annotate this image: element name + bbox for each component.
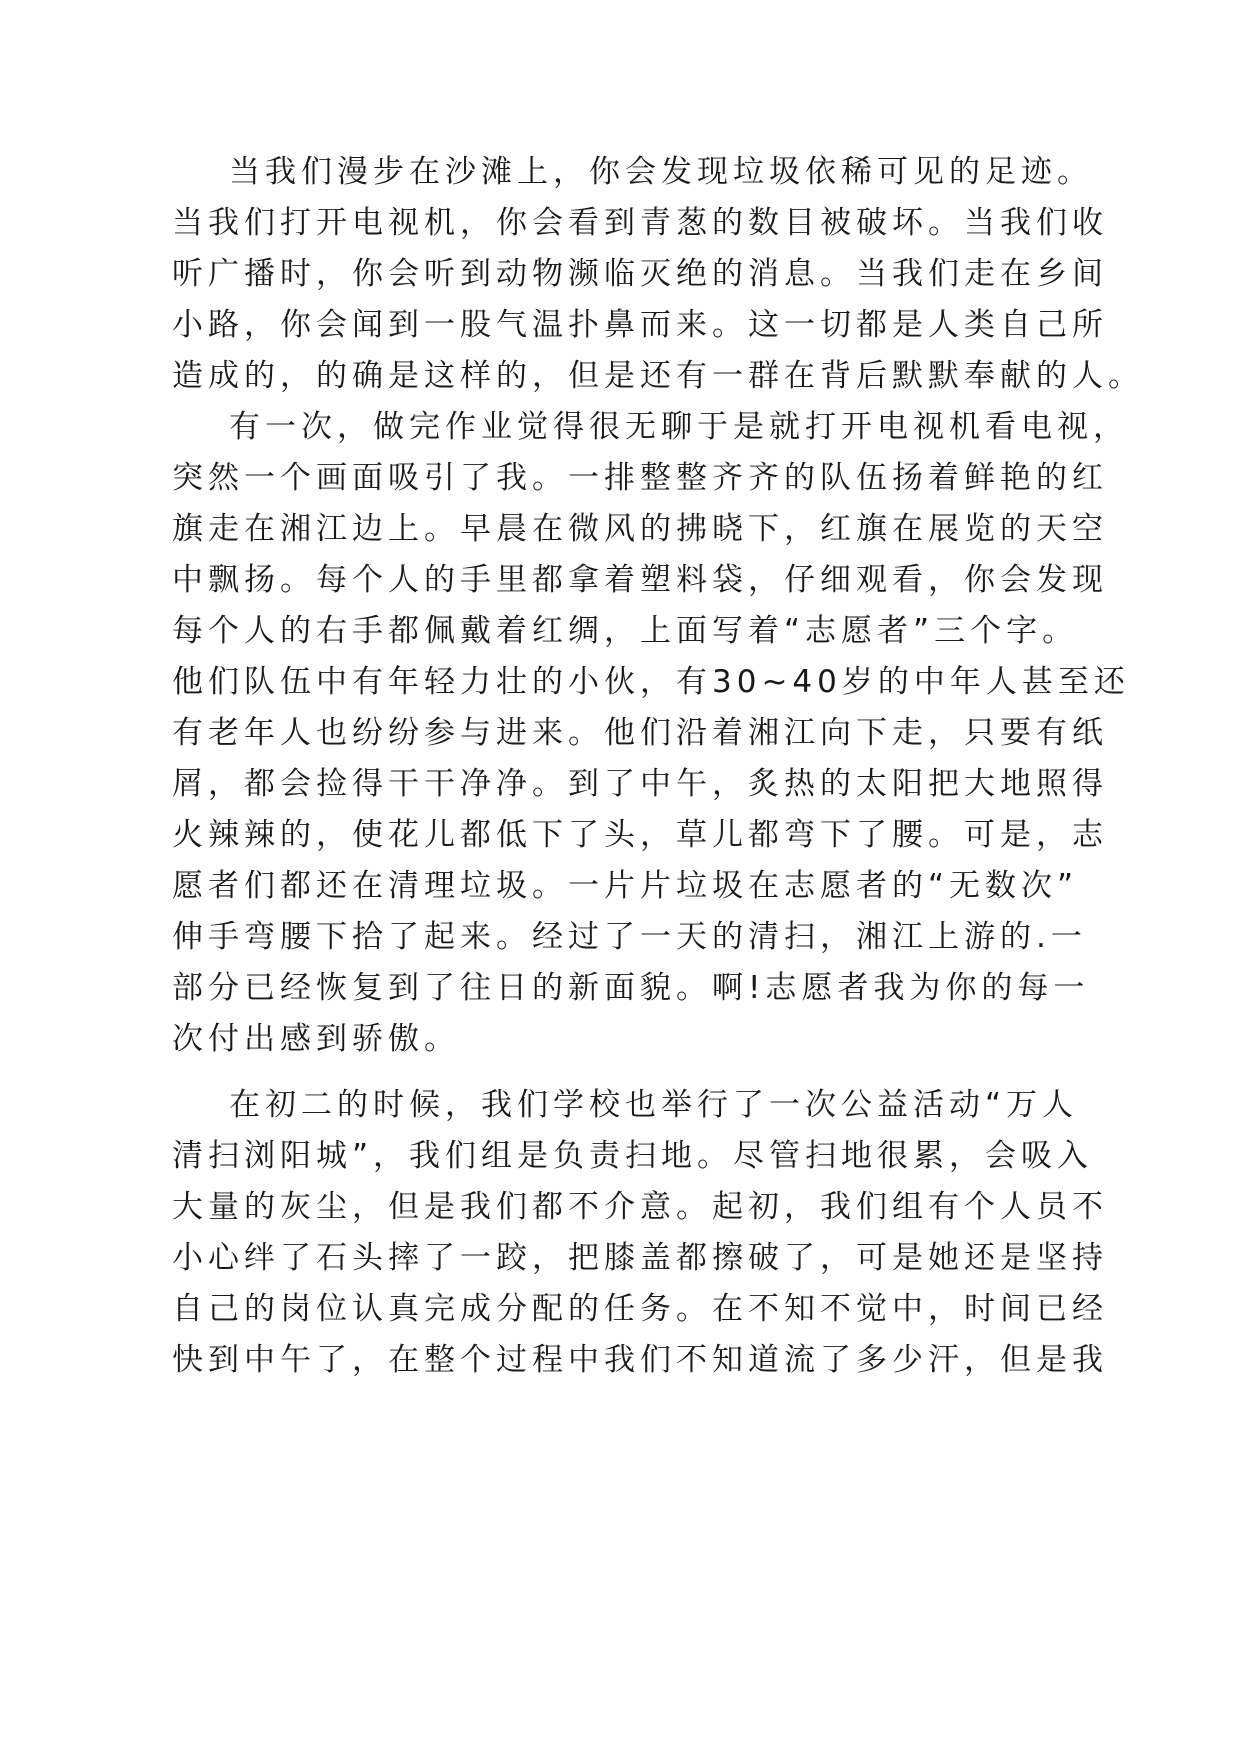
paragraph-line: 快到中午了，在整个过程中我们不知道流了多少汗，但是我 — [172, 1342, 1108, 1378]
paragraph-line: 火辣辣的，使花儿都低下了头，草儿都弯下了腰。可是，志 — [172, 817, 1108, 853]
paragraph-line: 有老年人也纷纷参与进来。他们沿着湘江向下走，只要有纸 — [172, 715, 1108, 751]
paragraph-line: 愿者们都还在清理垃圾。一片片垃圾在志愿者的“无数次” — [172, 868, 1079, 904]
paragraph-line: 突然一个画面吸引了我。一排整整齐齐的队伍扬着鲜艳的红 — [172, 460, 1108, 496]
paragraph-line: 自己的岗位认真完成分配的任务。在不知不觉中，时间已经 — [172, 1291, 1108, 1327]
paragraph-line: 旗走在湘江边上。早晨在微风的拂晓下，红旗在展览的天空 — [172, 511, 1108, 547]
paragraph-line: 小心绊了石头摔了一跤，把膝盖都擦破了，可是她还是坚持 — [172, 1240, 1108, 1276]
paragraph-line: 次付出感到骄傲。 — [172, 1021, 460, 1057]
paragraph-line: 造成的，的确是这样的，但是还有一群在背后默默奉献的人。 — [172, 358, 1144, 394]
paragraph-line: 伸手弯腰下拾了起来。经过了一天的清扫，湘江上游的.一 — [172, 919, 1087, 955]
paragraph-line: 在初二的时候，我们学校也举行了一次公益活动“万人 — [229, 1087, 1079, 1123]
paragraph-line: 部分已经恢复到了往日的新面貌。啊!志愿者我为你的每一 — [172, 970, 1090, 1006]
paragraph-line: 大量的灰尘，但是我们都不介意。起初，我们组有个人员不 — [172, 1189, 1108, 1225]
paragraph-line: 小路，你会闻到一股气温扑鼻而来。这一切都是人类自己所 — [172, 307, 1108, 343]
paragraph-line: 听广播时，你会听到动物濒临灭绝的消息。当我们走在乡间 — [172, 256, 1108, 292]
paragraph-line: 当我们漫步在沙滩上，你会发现垃圾依稀可见的足迹。 — [229, 154, 1093, 190]
paragraph-line: 屑，都会捡得干干净净。到了中午，炙热的太阳把大地照得 — [172, 766, 1108, 802]
paragraph-line: 他们队伍中有年轻力壮的小伙，有30~40岁的中年人甚至还 — [172, 664, 1130, 700]
paragraph-line: 有一次，做完作业觉得很无聊于是就打开电视机看电视， — [229, 409, 1129, 445]
paragraph-line: 当我们打开电视机，你会看到青葱的数目被破坏。当我们收 — [172, 205, 1108, 241]
paragraph-line: 清扫浏阳城”，我们组是负责扫地。尽管扫地很累，会吸入 — [172, 1138, 1094, 1174]
paragraph-line: 每个人的右手都佩戴着红绸，上面写着“志愿者”三个字。 — [172, 613, 1079, 649]
paragraph-line: 中飘扬。每个人的手里都拿着塑料袋，仔细观看，你会发现 — [172, 562, 1108, 598]
